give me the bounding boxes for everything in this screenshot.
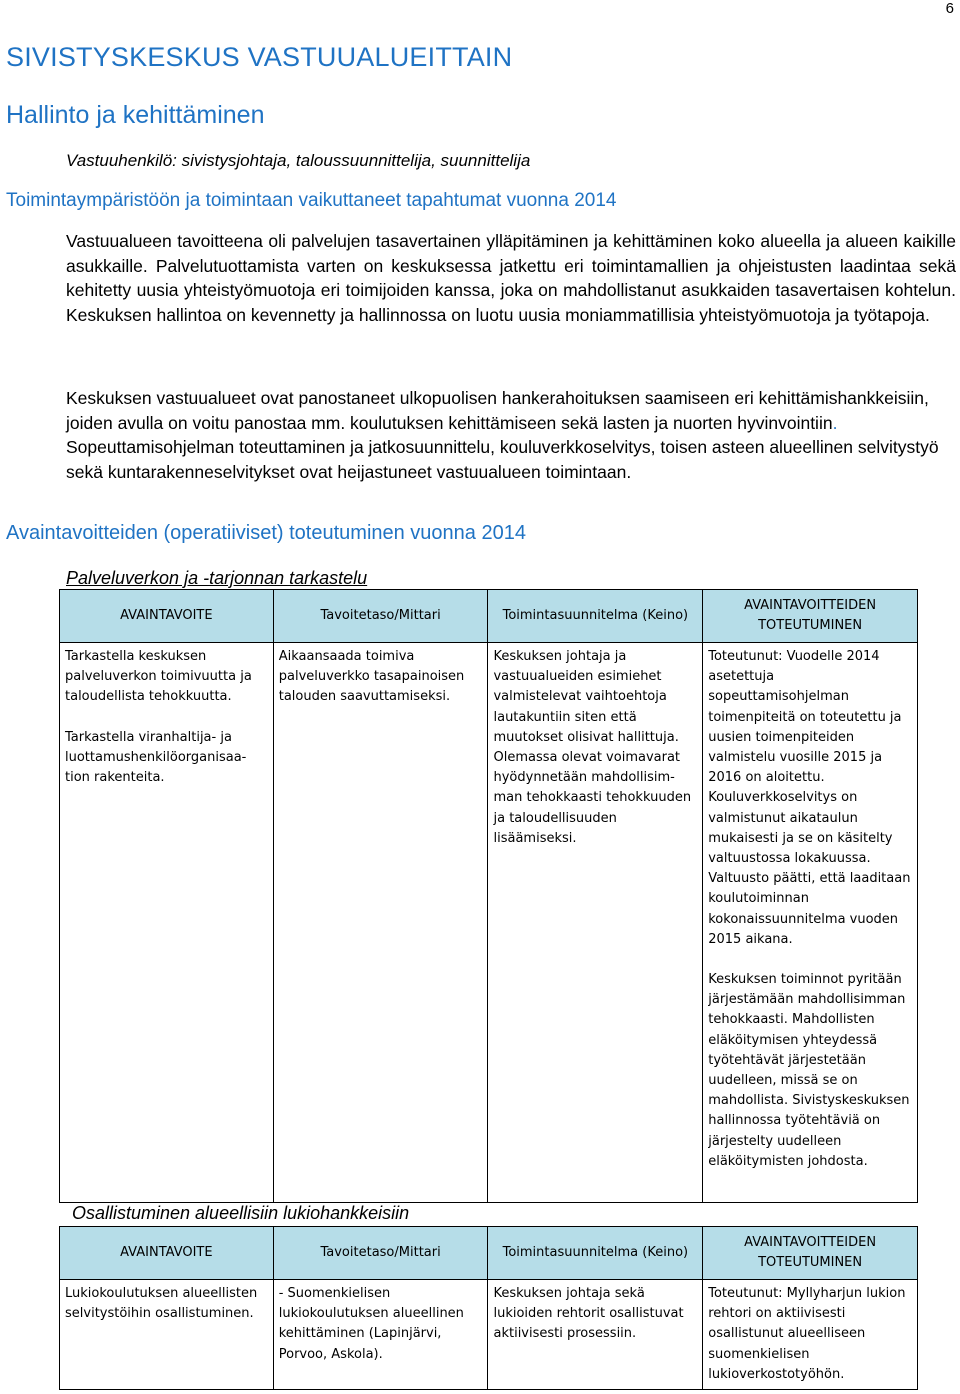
header-goal: AVAINTAVOITE	[60, 1227, 274, 1280]
cell-target: Aikaansaada toimiva palveluverkko tasapainoisen talouden saavuttamiseksi.	[273, 643, 488, 1203]
header-plan: Toimintasuunnitelma (Keino)	[488, 590, 703, 643]
table2-subtitle: Osallistuminen alueellisiin lukiohankkeisiin	[72, 1203, 410, 1223]
result-text-b: Keskuksen toiminnot pyritään järjestämään mahdollisimman tehokkaasti. Mahdollisten eläköitymisen yhteydessä työtehtävät järjestetään uudelleen, missä se on mahdollista. Sivistyskeskuksen hallinnossa työtehtäviä on järjestelty uudelleen eläköitymisten johdosta.	[708, 972, 910, 1169]
paragraph-2-dot: .	[832, 412, 838, 433]
header-goal: AVAINTAVOITE	[60, 590, 274, 643]
paragraph-2-part-b: Sopeuttamisohjelman toteuttaminen ja jatkosuunnittelu, kouluverkkoselvitys, toisen asteen alueellinen selvitystyö sekä kuntarakenneselvitykset ovat heijastuneet vastuualueen toimintaan.	[66, 437, 939, 482]
table1-subtitle: Palveluverkon ja -tarjonnan tarkastelu	[66, 568, 368, 588]
header-plan: Toimintasuunnitelma (Keino)	[488, 1227, 703, 1280]
header-result: AVAINTAVOITTEIDEN TOTEUTUMINEN	[703, 590, 918, 643]
paragraph-1: Vastuualueen tavoitteena oli palvelujen tasavertainen ylläpitäminen ja kehittäminen koko alueella ja alueen kaikille asukkaille. Palvelutuottamista varten on keskuksessa jatkettu eri toimintamallien ja ohjeistusten laadintaa sekä kehitetty uusia yhteistyömuotoja eri toimijoiden kanssa, joka on mahdollistanut asukkaiden tasavertaisen kohtelun. Keskuksen hallintoa on kevennetty ja hallinnossa on luotu uusia moniammatillisia yhteistyömuotoja ja työtapoja.	[66, 231, 956, 325]
goal-text-b: Tarkastella viranhaltija- ja luottamushenkilöorganisaa-tion rakenteita.	[65, 729, 247, 786]
table-row	[60, 1280, 918, 1390]
goal-text-a: Tarkastella keskuksen palveluverkon toimivuutta ja taloudellista tehokkuutta.	[65, 649, 252, 705]
table-row	[60, 643, 918, 1203]
result-text-a: Toteutunut: Vuodelle 2014 asetettuja sopeuttamisohjelman toimenpiteitä on toteutettu ja uusien toimenpiteiden valmistelu vuosille 2015 ja 2016 on aloitettu. Kouluverkkoselvitys on valmistunut aikataulun mukaisesti ja se on käsitelty valtuustossa lokakuussa. Valtuusto päätti, että laaditaan koulutoiminnan kokonaissuunnitelma vuoden 2015 aikana.	[708, 649, 911, 947]
table-header-row	[60, 590, 918, 643]
events-heading: Toimintaympäristöön ja toimintaan vaikuttaneet tapahtumat vuonna 2014	[6, 190, 617, 211]
cell-goal: Lukiokoulutuksen alueellisten selvitystöihin osallistuminen.	[60, 1280, 274, 1390]
cell-target: - Suomenkielisen lukiokoulutuksen alueellinen kehittäminen (Lapinjärvi, Porvoo, Askola).	[273, 1280, 488, 1390]
section-title: Hallinto ja kehittäminen	[6, 101, 265, 129]
header-target: Tavoitetaso/Mittari	[273, 590, 488, 643]
goals-table-2	[59, 1226, 918, 1390]
responsible-persons: Vastuuhenkilö: sivistysjohtaja, taloussuunnittelija, suunnittelija	[66, 151, 531, 170]
cell-plan: Keskuksen johtaja ja vastuualueiden esimiehet valmistelevat vaihtoehtoja lautakuntiin siten että muutokset olisivat hallittuja. Olemassa olevat voimavarat hyödynnetään mahdollisim-man tehokkaasti tehokkuuden ja taloudellisuuden lisäämiseksi.	[488, 643, 703, 1203]
cell-goal	[60, 643, 274, 1203]
goals-heading: Avaintavoitteiden (operatiiviset) toteutuminen vuonna 2014	[6, 522, 526, 544]
paragraph-2	[66, 386, 956, 484]
cell-result	[703, 643, 918, 1203]
header-target: Tavoitetaso/Mittari	[273, 1227, 488, 1280]
goals-table-1	[59, 589, 918, 1203]
header-result: AVAINTAVOITTEIDEN TOTEUTUMINEN	[703, 1227, 918, 1280]
table-header-row	[60, 1227, 918, 1280]
cell-result: Toteutunut: Myllyharjun lukion rehtori on aktiivisesti osallistunut alueelliseen suomenkielisen lukioverkostotyöhön.	[703, 1280, 918, 1390]
page-number: 6	[945, 0, 954, 17]
paragraph-2-part-a: Keskuksen vastuualueet ovat panostaneet ulkopuolisen hankerahoituksen saamiseen eri kehittämishankkeisiin, joiden avulla on voitu panostaa mm. koulutuksen kehittämiseen sekä lasten ja nuorten hyvinvointiin	[66, 388, 929, 433]
page-title: SIVISTYSKESKUS VASTUUALUEITTAIN	[6, 42, 513, 72]
cell-plan: Keskuksen johtaja sekä lukioiden rehtorit osallistuvat aktiivisesti prosessiin.	[488, 1280, 703, 1390]
